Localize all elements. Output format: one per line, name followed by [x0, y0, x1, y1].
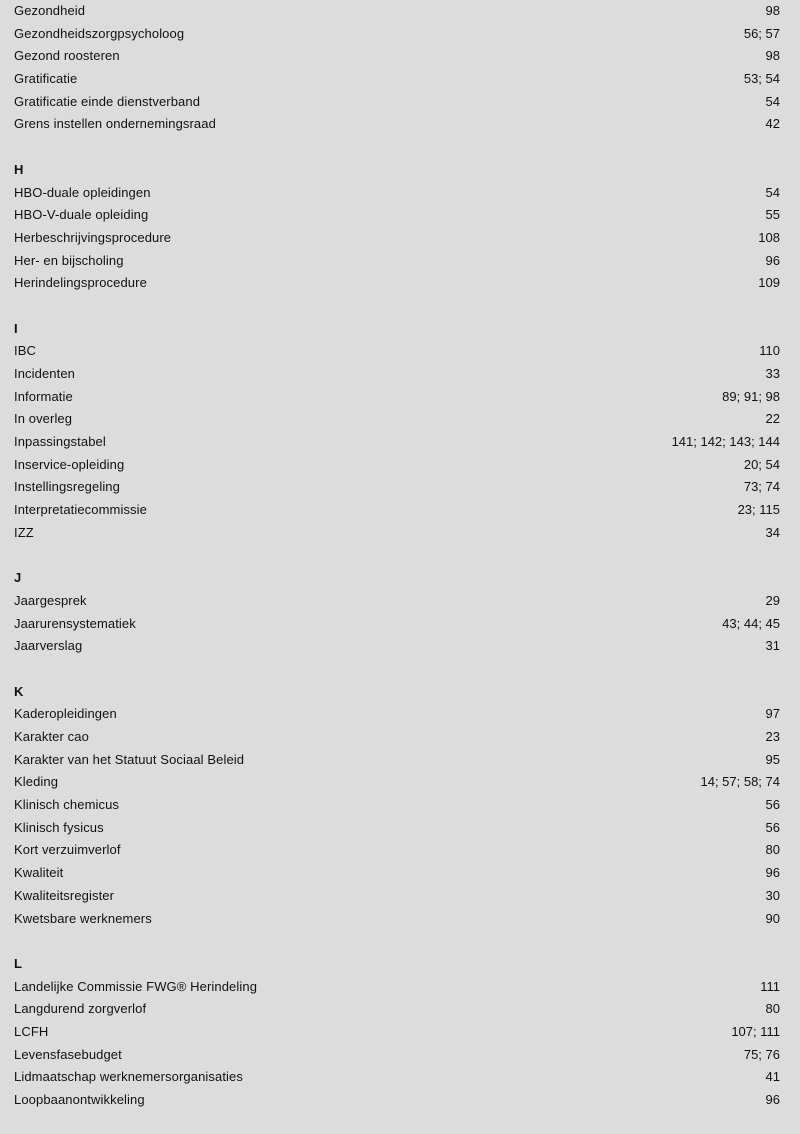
entry-pages: 75; 76 — [743, 1046, 780, 1062]
section-letter: J — [14, 570, 22, 586]
index-entry — [14, 703, 780, 726]
index-entry — [14, 476, 780, 499]
section-gap — [14, 136, 780, 159]
entry-term: Jaarverslag — [14, 638, 83, 654]
entry-term: Gezond roosteren — [14, 48, 120, 64]
entry-term: In overleg — [14, 411, 73, 427]
entry-pages: 98 — [765, 3, 780, 18]
entry-term: Klinisch chemicus — [14, 797, 120, 813]
section-gap — [14, 295, 780, 318]
index-section — [14, 545, 780, 658]
entry-pages: 96 — [765, 252, 780, 268]
section-gap — [14, 930, 780, 953]
index-entry — [14, 204, 780, 227]
index-entry — [14, 1021, 780, 1044]
section-gap — [14, 545, 780, 568]
index-entry — [14, 272, 780, 295]
entry-term: Kaderopleidingen — [14, 706, 117, 722]
entry-term: Instellingsregeling — [14, 479, 120, 495]
index-section — [14, 658, 780, 930]
entry-pages: 80 — [765, 1001, 780, 1017]
entry-term: Inservice-opleiding — [14, 456, 125, 472]
entry-term: Karakter van het Statuut Sociaal Beleid — [14, 751, 245, 767]
index-entry — [14, 182, 780, 205]
entry-term: Her- en bijscholing — [14, 252, 124, 268]
index-entry — [14, 590, 780, 613]
entry-term: Gezondheidszorgpsycholoog — [14, 25, 185, 41]
entry-term: Inpassingstabel — [14, 434, 106, 450]
entry-term: Gratificatie — [14, 71, 78, 87]
entry-term: Kwaliteitsregister — [14, 887, 115, 903]
entry-term: Jaarurensystematiek — [14, 615, 136, 631]
index-entry — [14, 771, 780, 794]
entry-term: Landelijke Commissie FWG® Herindeling — [14, 978, 258, 994]
section-letter: K — [14, 683, 24, 699]
index-entry — [14, 862, 780, 885]
index-entry — [14, 227, 780, 250]
entry-term: Kwaliteit — [14, 865, 64, 881]
index-entry — [14, 0, 780, 23]
entry-pages: 53; 54 — [743, 71, 780, 87]
section-letter: H — [14, 161, 24, 177]
index-entry — [14, 499, 780, 522]
index-section — [14, 0, 780, 136]
entry-term: Kort verzuimverlof — [14, 842, 121, 858]
index-section — [14, 930, 780, 1112]
entry-pages: 23 — [765, 729, 780, 744]
entry-term: Langdurend zorgverlof — [14, 1001, 147, 1017]
entry-pages: 43; 44; 45 — [722, 615, 780, 631]
entry-pages: 23; 115 — [737, 502, 780, 518]
index-entry — [14, 976, 780, 999]
entry-term: Herbeschrijvingsprocedure — [14, 229, 172, 245]
entry-pages: 107; 111 — [731, 1023, 780, 1039]
index-entry — [14, 91, 780, 114]
index-section — [14, 136, 780, 295]
section-letter: I — [14, 320, 18, 336]
entry-pages: 14; 57; 58; 74 — [700, 774, 780, 790]
index-entry — [14, 1089, 780, 1112]
entry-pages: 80 — [765, 842, 780, 858]
index-entry — [14, 408, 780, 431]
entry-pages: 54 — [765, 184, 780, 200]
entry-term: Kwetsbare werknemers — [14, 910, 152, 926]
entry-term: Interpretatiecommissie — [14, 502, 147, 518]
entry-term: IZZ — [14, 524, 34, 540]
entry-pages: 141; 142; 143; 144 — [671, 434, 780, 450]
index-entry — [14, 817, 780, 840]
entry-pages: 110 — [759, 343, 780, 359]
entry-term: Karakter cao — [14, 729, 89, 744]
entry-pages: 56 — [765, 797, 780, 813]
entry-term: Jaargesprek — [14, 592, 87, 608]
entry-pages: 90 — [765, 910, 780, 926]
index-entry — [14, 726, 780, 749]
entry-pages: 109 — [758, 275, 780, 291]
entry-pages: 89; 91; 98 — [722, 388, 780, 404]
entry-pages: 96 — [765, 1092, 780, 1107]
entry-pages: 54 — [765, 93, 780, 109]
index-entry — [14, 1044, 780, 1067]
index-entry — [14, 113, 780, 136]
entry-term: LCFH — [14, 1023, 49, 1039]
entry-term: Gratificatie einde dienstverband — [14, 93, 201, 109]
entry-pages: 34 — [765, 524, 780, 540]
entry-pages: 41 — [765, 1069, 780, 1085]
entry-term: HBO-duale opleidingen — [14, 184, 151, 200]
index-entry — [14, 522, 780, 545]
index-entry — [14, 363, 780, 386]
index-entry — [14, 454, 780, 477]
entry-pages: 95 — [765, 751, 780, 767]
entry-pages: 31 — [765, 638, 780, 654]
index-entry — [14, 68, 780, 91]
entry-term: Herindelingsprocedure — [14, 275, 147, 291]
entry-term: Informatie — [14, 388, 73, 404]
index-section — [14, 295, 780, 545]
index-entry — [14, 908, 780, 931]
entry-pages: 97 — [765, 706, 780, 722]
entry-pages: 73; 74 — [743, 479, 780, 495]
section-gap — [14, 658, 780, 681]
index-entry — [14, 23, 780, 46]
entry-pages: 55 — [765, 207, 780, 223]
index-entry — [14, 45, 780, 68]
entry-pages: 56; 57 — [743, 25, 780, 41]
index-entry — [14, 749, 780, 772]
entry-pages: 56 — [765, 819, 780, 835]
entry-pages: 22 — [765, 411, 780, 427]
entry-pages: 33 — [765, 366, 780, 381]
entry-term: IBC — [14, 343, 36, 359]
index-entry — [14, 431, 780, 454]
entry-pages: 20; 54 — [743, 456, 780, 472]
entry-term: Kleding — [14, 774, 59, 790]
index-entry — [14, 839, 780, 862]
entry-pages: 111 — [760, 978, 780, 994]
index-entry — [14, 250, 780, 273]
entry-term: Gezondheid — [14, 3, 86, 18]
entry-term: Klinisch fysicus — [14, 819, 104, 835]
entry-pages: 29 — [765, 592, 780, 608]
index-entry — [14, 340, 780, 363]
entry-term: Grens instellen ondernemingsraad — [14, 116, 216, 132]
entry-pages: 30 — [765, 887, 780, 903]
entry-term: Loopbaanontwikkeling — [14, 1092, 145, 1107]
index-entry — [14, 998, 780, 1021]
entry-pages: 98 — [765, 48, 780, 64]
index-entry — [14, 386, 780, 409]
entry-pages: 42 — [765, 116, 780, 132]
section-letter: L — [14, 955, 22, 971]
index-entry — [14, 635, 780, 658]
entry-term: HBO-V-duale opleiding — [14, 207, 149, 223]
entry-term: Levensfasebudget — [14, 1046, 122, 1062]
entry-pages: 108 — [758, 229, 780, 245]
entry-term: Incidenten — [14, 366, 75, 381]
index-entry — [14, 794, 780, 817]
index-entry — [14, 1066, 780, 1089]
entry-pages: 96 — [765, 865, 780, 881]
index-entry — [14, 885, 780, 908]
index-entry — [14, 613, 780, 636]
entry-term: Lidmaatschap werknemersorganisaties — [14, 1069, 243, 1085]
